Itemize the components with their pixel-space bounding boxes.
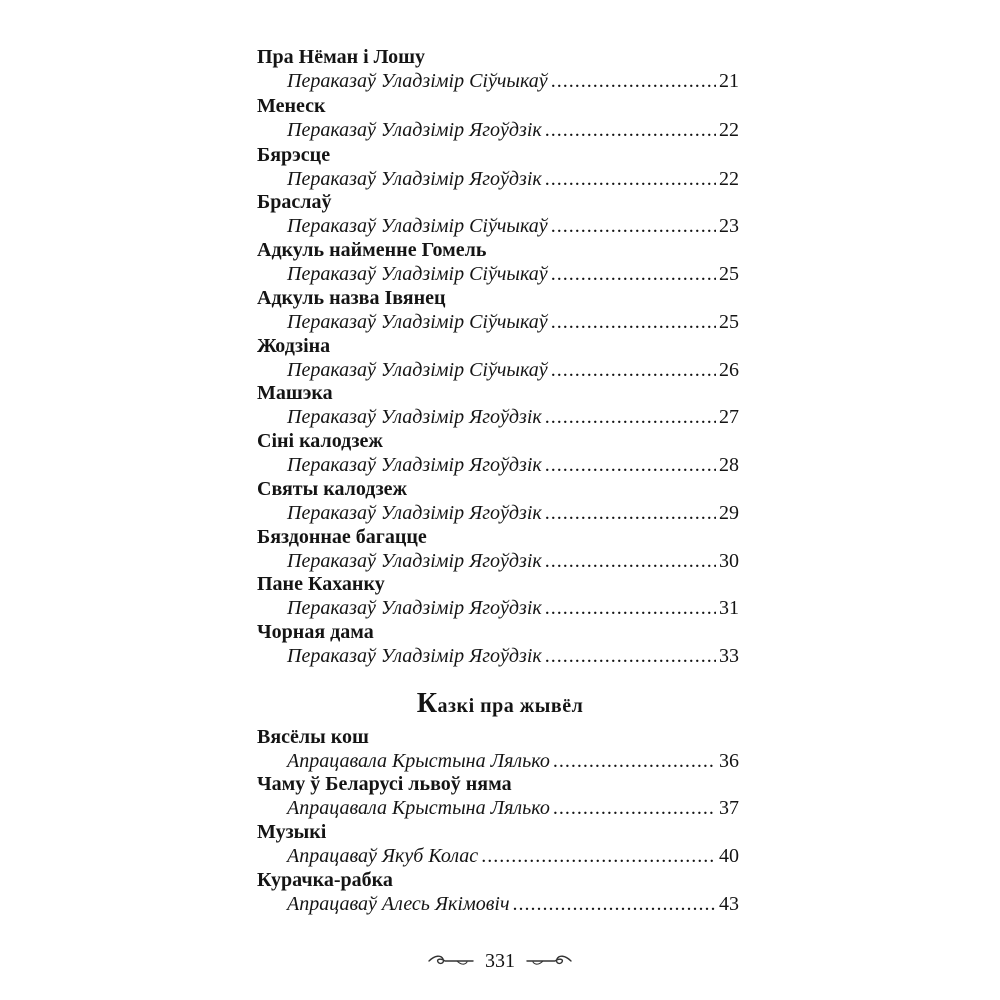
toc-entry-line (287, 644, 739, 668)
dot-leader (551, 262, 716, 286)
toc-entry-line (287, 549, 739, 573)
dot-leader (513, 892, 716, 916)
toc-entry-page: 21 (719, 70, 739, 92)
toc-entry-line (287, 118, 739, 142)
dot-leader (545, 501, 716, 525)
toc-entry-author: Пераказаў Уладзімір Ягоўдзік (287, 168, 542, 190)
toc-entry-page: 25 (719, 311, 739, 333)
dot-leader (545, 405, 716, 429)
toc-entry-page: 33 (719, 645, 739, 667)
toc-entry-line (287, 358, 739, 382)
toc-entry-title: Жодзіна (257, 335, 331, 357)
toc-entry-line (287, 501, 739, 525)
toc-entry-author: Пераказаў Уладзімір Ягоўдзік (287, 550, 542, 572)
toc-entry-line (287, 310, 739, 334)
toc-entry-line (287, 749, 739, 773)
flourish-left-icon (427, 953, 475, 969)
toc-entry-author: Апрацаваў Алесь Якімовіч (287, 893, 510, 915)
toc-entry-author: Пераказаў Уладзімір Сіўчыкаў (287, 263, 548, 285)
toc-entry-page: 22 (719, 168, 739, 190)
toc-entry-title: Курачка-рабка (257, 869, 393, 891)
dot-leader (545, 453, 716, 477)
toc-entry-line (287, 405, 739, 429)
toc-entry-title: Пане Каханку (257, 573, 385, 595)
toc-entry-page: 22 (719, 119, 739, 141)
toc-entry-author: Пераказаў Уладзімір Ягоўдзік (287, 119, 542, 141)
toc-entry-author: Пераказаў Уладзімір Ягоўдзік (287, 502, 542, 524)
dot-leader (551, 358, 716, 382)
dot-leader (545, 549, 716, 573)
section-heading (0, 688, 1000, 722)
toc-entry-title: Адкуль назва Івянец (257, 287, 446, 309)
toc-entry-title: Браслаў (257, 191, 332, 213)
toc-entry-title: Адкуль найменне Гомель (257, 239, 487, 261)
toc-entry-title: Бяздоннае багацце (257, 526, 427, 548)
toc-entry-line (287, 167, 739, 191)
dot-leader (545, 644, 716, 668)
toc-entry-page: 36 (719, 750, 739, 772)
toc-entry-line (287, 453, 739, 477)
toc-entry-line (287, 214, 739, 238)
toc-entry-page: 31 (719, 597, 739, 619)
dot-leader (551, 69, 716, 93)
toc-entry-title: Вясёлы кош (257, 726, 369, 748)
dot-leader (545, 118, 716, 142)
toc-entry-title: Бярэсце (257, 144, 331, 166)
dot-leader (481, 844, 716, 868)
toc-entry-author: Апрацаваў Якуб Колас (287, 845, 479, 867)
toc-entry-author: Пераказаў Уладзімір Сіўчыкаў (287, 311, 548, 333)
section-heading-initial: К (416, 688, 438, 719)
toc-entry-page: 30 (719, 550, 739, 572)
toc-entry-author: Пераказаў Уладзімір Сіўчыкаў (287, 70, 548, 92)
toc-entry-page: 27 (719, 406, 739, 428)
toc-entry-line (287, 844, 739, 868)
toc-entry-page: 40 (719, 845, 739, 867)
toc-entry-author: Пераказаў Уладзімір Сіўчыкаў (287, 215, 548, 237)
toc-entry-author: Апрацавала Крыстына Лялько (287, 750, 550, 772)
dot-leader (545, 596, 716, 620)
dot-leader (553, 749, 716, 773)
toc-entry-line (287, 69, 739, 93)
toc-entry-line (287, 596, 739, 620)
toc-entry-page: 43 (719, 893, 739, 915)
toc-entry-author: Апрацавала Крыстына Лялько (287, 797, 550, 819)
toc-entry-page: 28 (719, 454, 739, 476)
toc-entry-page: 26 (719, 359, 739, 381)
toc-entry-title: Пра Нёман і Лошу (257, 46, 425, 68)
toc-entry-title: Чорная дама (257, 621, 374, 643)
toc-entry-page: 37 (719, 797, 739, 819)
toc-entry-author: Пераказаў Уладзімір Ягоўдзік (287, 645, 542, 667)
section-heading-rest: азкі пра жывёл (437, 695, 584, 717)
toc-entry-title: Чаму ў Беларусі львоў няма (257, 773, 512, 795)
toc-entry-line (287, 892, 739, 916)
toc-entry-title: Сіні калодзеж (257, 430, 383, 452)
dot-leader (551, 214, 716, 238)
dot-leader (545, 167, 716, 191)
toc-entry-author: Пераказаў Уладзімір Ягоўдзік (287, 454, 542, 476)
toc-entry-title: Музыкі (257, 821, 327, 843)
toc-entry-author: Пераказаў Уладзімір Сіўчыкаў (287, 359, 548, 381)
page-number: 331 (485, 950, 515, 972)
toc-entry-title: Менеск (257, 95, 326, 117)
toc-entry-author: Пераказаў Уладзімір Ягоўдзік (287, 597, 542, 619)
toc-entry-title: Святы калодзеж (257, 478, 408, 500)
toc-entry-page: 29 (719, 502, 739, 524)
dot-leader (553, 796, 716, 820)
page-footer (0, 948, 1000, 974)
toc-entry-line (287, 262, 739, 286)
dot-leader (551, 310, 716, 334)
toc-entry-author: Пераказаў Уладзімір Ягоўдзік (287, 406, 542, 428)
flourish-right-icon (525, 953, 573, 969)
toc-entry-line (287, 796, 739, 820)
toc-entry-page: 23 (719, 215, 739, 237)
toc-entry-title: Машэка (257, 382, 333, 404)
toc-entry-page: 25 (719, 263, 739, 285)
